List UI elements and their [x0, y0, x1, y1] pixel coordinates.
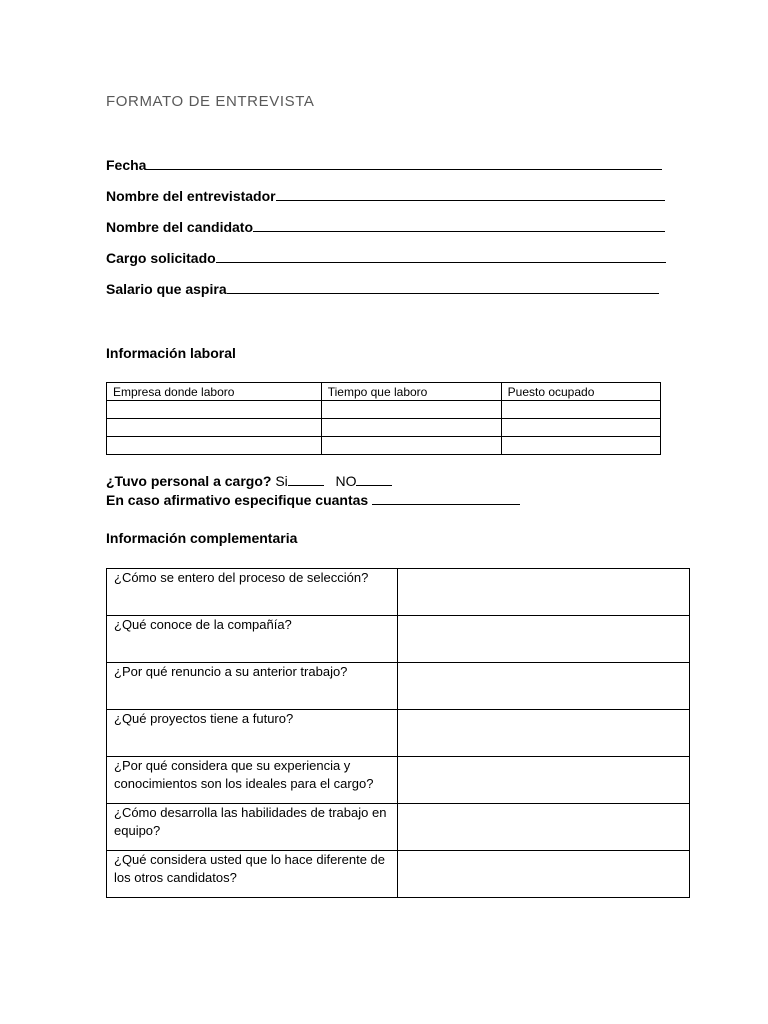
field-cargo-label: Cargo solicitado — [106, 250, 216, 266]
field-candidato — [106, 219, 665, 235]
col-empresa: Empresa donde laboro — [107, 383, 322, 401]
answer-cell[interactable] — [398, 757, 690, 804]
table-cell[interactable] — [501, 437, 660, 455]
document-title: FORMATO DE ENTREVISTA — [106, 93, 315, 110]
table-row — [107, 710, 690, 757]
question-cell: ¿Por qué considera que su experiencia y conocimientos son los ideales para el cargo? — [107, 757, 398, 804]
field-candidato-label: Nombre del candidato — [106, 219, 254, 235]
col-puesto: Puesto ocupado — [501, 383, 660, 401]
field-cargo — [106, 250, 666, 266]
field-salario-line[interactable] — [227, 281, 659, 294]
answer-cell[interactable] — [398, 663, 690, 710]
table-row — [107, 419, 661, 437]
answer-cell[interactable] — [398, 616, 690, 663]
question-cell: ¿Cómo desarrolla las habilidades de trabajo en equipo? — [107, 804, 398, 851]
field-salario — [106, 281, 659, 297]
table-cell[interactable] — [501, 401, 660, 419]
table-row — [107, 616, 690, 663]
answer-cell[interactable] — [398, 851, 690, 898]
field-entrevistador-label: Nombre del entrevistador — [106, 188, 276, 204]
field-entrevistador-line[interactable] — [276, 188, 665, 201]
table-row — [107, 804, 690, 851]
question-cell: ¿Qué considera usted que lo hace diferente de los otros candidatos? — [107, 851, 398, 898]
table-row — [107, 401, 661, 419]
field-fecha-line[interactable] — [146, 157, 662, 170]
table-row — [107, 663, 690, 710]
complementary-table — [106, 568, 690, 898]
question-cell: ¿Por qué renuncio a su anterior trabajo? — [107, 663, 398, 710]
field-salario-label: Salario que aspira — [106, 281, 227, 297]
table-row — [107, 851, 690, 898]
field-fecha — [106, 157, 662, 173]
table-cell[interactable] — [321, 437, 501, 455]
question-cell: ¿Qué conoce de la compañía? — [107, 616, 398, 663]
section-laboral-heading: Información laboral — [106, 345, 236, 361]
personal-question: ¿Tuvo personal a cargo? — [106, 473, 272, 489]
table-cell[interactable] — [321, 401, 501, 419]
col-tiempo: Tiempo que laboro — [321, 383, 501, 401]
table-cell[interactable] — [501, 419, 660, 437]
table-cell[interactable] — [107, 419, 322, 437]
table-cell[interactable] — [107, 401, 322, 419]
answer-cell[interactable] — [398, 804, 690, 851]
field-candidato-line[interactable] — [253, 219, 665, 232]
no-label: NO — [335, 473, 357, 489]
table-cell[interactable] — [107, 437, 322, 455]
si-label: Si — [275, 473, 288, 489]
answer-cell[interactable] — [398, 710, 690, 757]
field-entrevistador — [106, 188, 665, 204]
personal-question-line — [106, 473, 392, 489]
question-cell: ¿Cómo se entero del proceso de selección? — [107, 569, 398, 616]
field-fecha-label: Fecha — [106, 157, 147, 173]
answer-cell[interactable] — [398, 569, 690, 616]
specify-blank[interactable] — [372, 493, 520, 505]
specify-line — [106, 492, 520, 508]
si-blank[interactable] — [288, 474, 324, 486]
table-row — [107, 437, 661, 455]
question-cell: ¿Qué proyectos tiene a futuro? — [107, 710, 398, 757]
work-history-table — [106, 382, 661, 455]
section-complementaria-heading: Información complementaria — [106, 530, 298, 546]
table-cell[interactable] — [321, 419, 501, 437]
field-cargo-line[interactable] — [216, 250, 666, 263]
no-blank[interactable] — [356, 474, 392, 486]
specify-label: En caso afirmativo especifique cuantas — [106, 492, 369, 508]
table-row — [107, 757, 690, 804]
table-header-row — [107, 383, 661, 401]
table-row — [107, 569, 690, 616]
